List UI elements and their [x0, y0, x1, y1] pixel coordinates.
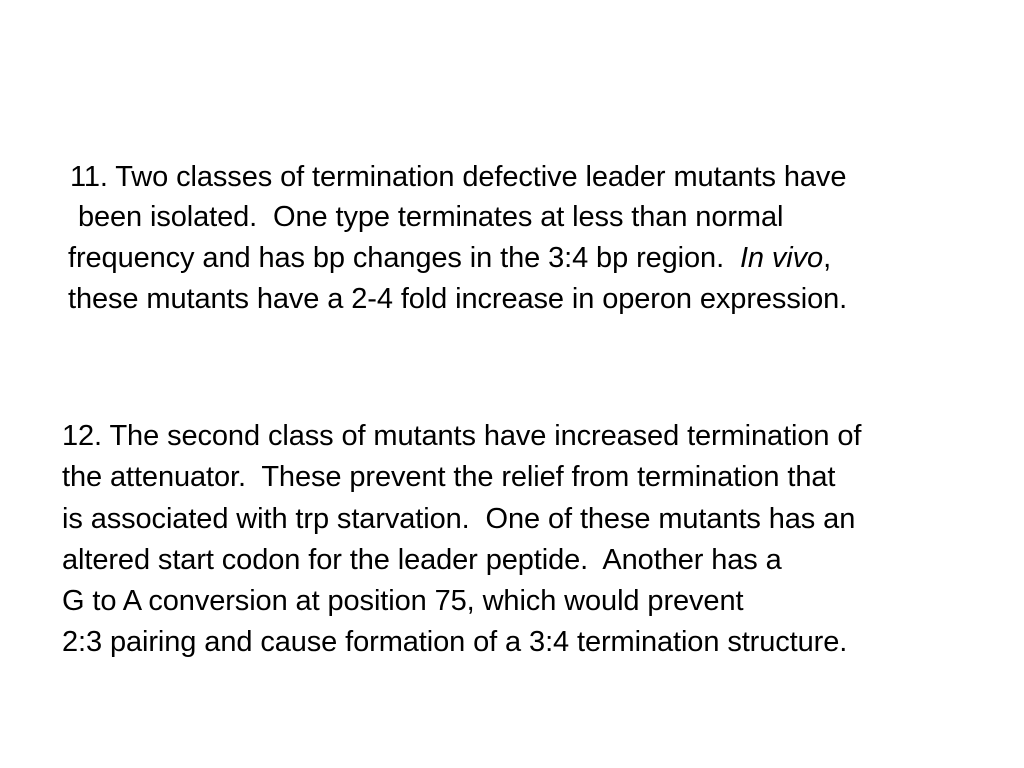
in-vivo-italic: In vivo — [739, 242, 824, 274]
paragraph-12-line-3: is associated with trp starvation. One of these mutants has an — [62, 503, 856, 535]
paragraph-12-line-5: G to A conversion at position 75, which would prevent — [62, 585, 744, 617]
paragraph-12-line-2: the attenuator. These prevent the relief from termination that — [62, 461, 836, 493]
paragraph-11-line-3 — [68, 241, 831, 275]
paragraph-11-line-3-comma: , — [823, 242, 832, 274]
paragraph-11-line-2: been isolated. One type terminates at less than normal — [70, 201, 784, 233]
paragraph-11-line-4: these mutants have a 2-4 fold increase in operon expression. — [68, 283, 848, 315]
paragraph-12-line-4: altered start codon for the leader peptide. Another has a — [62, 544, 782, 576]
paragraph-11-line-3-text: frequency and has bp changes in the 3:4 bp region. — [68, 242, 740, 274]
paragraph-12-line-1: 12. The second class of mutants have increased termination of — [62, 420, 862, 452]
paragraph-12-line-6: 2:3 pairing and cause formation of a 3:4 termination structure. — [62, 626, 848, 658]
paragraph-11-line-1: 11. Two classes of termination defective leader mutants have — [70, 161, 847, 193]
